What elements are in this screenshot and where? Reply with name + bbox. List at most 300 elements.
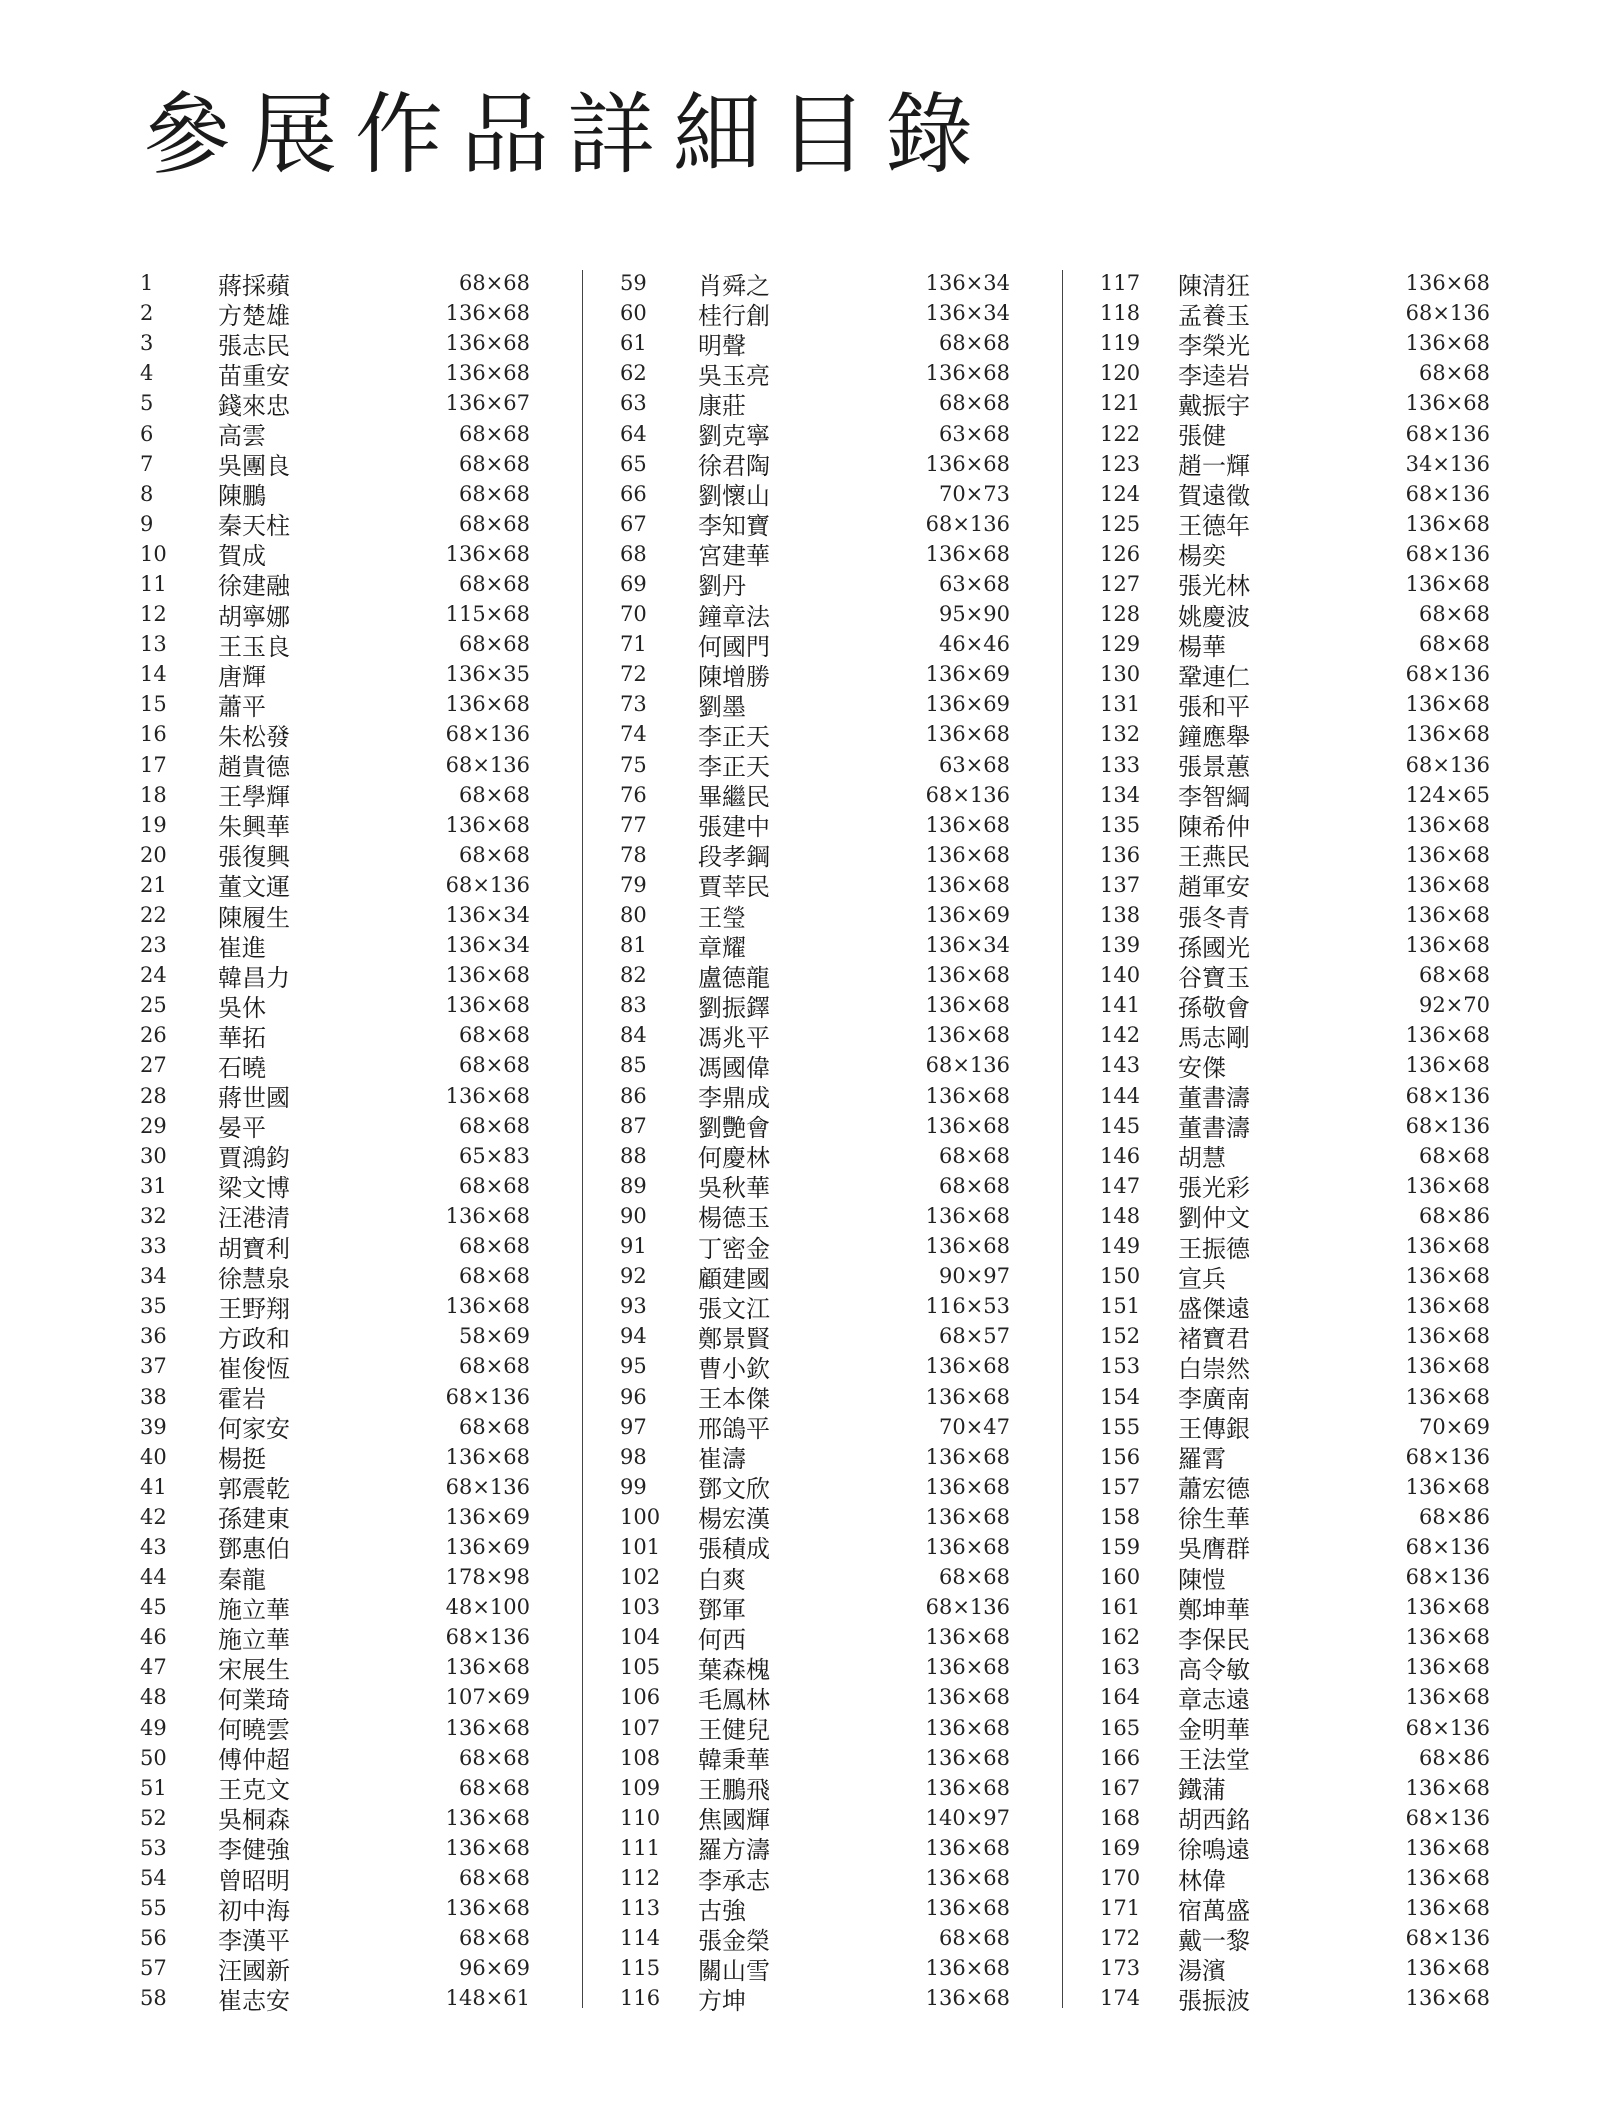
artwork-size: 68×136 (445, 722, 530, 747)
entry-number: 22 (140, 903, 167, 928)
column-divider (582, 270, 583, 2008)
entry-number: 166 (1100, 1745, 1141, 1770)
artwork-size: 136×68 (925, 1534, 1010, 1559)
artwork-size: 136×68 (1405, 1835, 1490, 1860)
artist-name: 明聲 (698, 331, 746, 360)
artwork-size: 68×136 (445, 1384, 530, 1409)
artist-name: 崔進 (218, 933, 266, 962)
artist-name: 李保民 (1178, 1625, 1250, 1654)
entry-number: 114 (620, 1926, 661, 1951)
artist-name: 楊德玉 (698, 1204, 770, 1233)
entry-number: 128 (1100, 602, 1141, 627)
catalog-entry (620, 1502, 1010, 1532)
artwork-size: 68×68 (458, 1926, 530, 1951)
artist-name: 古強 (698, 1896, 746, 1925)
catalog-entry (1100, 1201, 1490, 1231)
artist-name: 孫敬會 (1178, 993, 1250, 1022)
catalog-entry (140, 479, 530, 509)
artwork-size: 68×68 (458, 1414, 530, 1439)
catalog-entry (1100, 1020, 1490, 1050)
artwork-size: 68×136 (1405, 1715, 1490, 1740)
entry-number: 18 (140, 782, 167, 807)
artwork-size: 68×68 (938, 1565, 1010, 1590)
artist-name: 胡西銘 (1178, 1806, 1250, 1835)
entry-number: 8 (140, 481, 154, 506)
entry-number: 89 (620, 1173, 647, 1198)
catalog-entry (1100, 1351, 1490, 1381)
entry-number: 119 (1100, 331, 1141, 356)
artwork-size: 90×97 (938, 1264, 1010, 1289)
artwork-size: 68×68 (938, 1143, 1010, 1168)
catalog-entry (140, 780, 530, 810)
artwork-size: 136×68 (445, 1444, 530, 1469)
entry-number: 133 (1100, 752, 1141, 777)
artist-name: 王玉良 (218, 632, 290, 661)
artwork-size: 58×69 (458, 1324, 530, 1349)
catalog-entry (140, 900, 530, 930)
artwork-size: 136×68 (1405, 1956, 1490, 1981)
artwork-size: 136×68 (1405, 812, 1490, 837)
catalog-entry (140, 1773, 530, 1803)
entry-number: 124 (1100, 481, 1141, 506)
artist-name: 賀成 (218, 542, 266, 571)
entry-number: 170 (1100, 1866, 1141, 1891)
artist-name: 章耀 (698, 933, 746, 962)
entry-number: 174 (1100, 1986, 1141, 2011)
artwork-size: 136×68 (445, 1715, 530, 1740)
artwork-size: 68×86 (1418, 1203, 1490, 1228)
artwork-size: 136×68 (445, 1805, 530, 1830)
catalog-entry (140, 810, 530, 840)
catalog-entry (140, 1592, 530, 1622)
artwork-size: 68×136 (1405, 1113, 1490, 1138)
entry-number: 63 (620, 391, 647, 416)
entry-number: 129 (1100, 632, 1141, 657)
artist-name: 顧建國 (698, 1264, 770, 1293)
catalog-entry (140, 1291, 530, 1321)
artist-name: 蕭平 (218, 692, 266, 721)
catalog-entry (620, 1141, 1010, 1171)
entry-number: 106 (620, 1685, 661, 1710)
catalog-entry (620, 1020, 1010, 1050)
artwork-size: 136×68 (925, 1866, 1010, 1891)
entry-number: 94 (620, 1324, 647, 1349)
artist-name: 何西 (698, 1625, 746, 1654)
catalog-entry (140, 689, 530, 719)
entry-number: 36 (140, 1324, 167, 1349)
artist-name: 段孝鋼 (698, 843, 770, 872)
catalog-entry (620, 750, 1010, 780)
entry-number: 59 (620, 271, 647, 296)
catalog-entry (140, 328, 530, 358)
artist-name: 賈鴻鈞 (218, 1144, 290, 1173)
artist-name: 孫建東 (218, 1505, 290, 1534)
entry-number: 58 (140, 1986, 167, 2011)
entry-number: 152 (1100, 1324, 1141, 1349)
entry-number: 40 (140, 1444, 167, 1469)
artist-name: 鐘章法 (698, 602, 770, 631)
artist-name: 丁密金 (698, 1234, 770, 1263)
catalog-entry (140, 509, 530, 539)
artist-name: 盛傑遠 (1178, 1294, 1250, 1323)
artist-name: 秦龍 (218, 1565, 266, 1594)
artist-name: 徐君陶 (698, 452, 770, 481)
entry-number: 84 (620, 1023, 647, 1048)
artist-name: 張健 (1178, 422, 1226, 451)
catalog-entry (620, 1201, 1010, 1231)
artist-name: 劉丹 (698, 572, 746, 601)
artwork-size: 136×68 (445, 1294, 530, 1319)
artist-name: 張景蕙 (1178, 753, 1250, 782)
catalog-entry (1100, 1713, 1490, 1743)
catalog-entry (140, 1231, 530, 1261)
entry-number: 41 (140, 1474, 167, 1499)
artist-name: 施立華 (218, 1595, 290, 1624)
entry-number: 68 (620, 541, 647, 566)
artist-name: 張建中 (698, 813, 770, 842)
artwork-size: 136×68 (925, 1384, 1010, 1409)
artist-name: 張冬青 (1178, 903, 1250, 932)
catalog-entry (1100, 990, 1490, 1020)
artwork-size: 136×68 (1405, 1264, 1490, 1289)
column-divider (1062, 270, 1063, 2008)
artist-name: 石曉 (218, 1053, 266, 1082)
artwork-size: 136×68 (925, 842, 1010, 867)
artwork-size: 136×68 (1405, 271, 1490, 296)
artwork-size: 136×68 (925, 1113, 1010, 1138)
catalog-entry (620, 449, 1010, 479)
artist-name: 焦國輝 (698, 1806, 770, 1835)
catalog-entry (140, 1863, 530, 1893)
artist-name: 鐘應舉 (1178, 722, 1250, 751)
catalog-entry (1100, 1863, 1490, 1893)
catalog-entry (140, 930, 530, 960)
entry-number: 131 (1100, 692, 1141, 717)
artwork-size: 68×68 (458, 571, 530, 596)
artwork-size: 136×68 (1405, 1053, 1490, 1078)
artwork-size: 136×34 (925, 933, 1010, 958)
entry-number: 33 (140, 1234, 167, 1259)
catalog-entry (1100, 1081, 1490, 1111)
catalog-entry (1100, 930, 1490, 960)
artwork-size: 136×68 (925, 872, 1010, 897)
artwork-size: 136×68 (1405, 1866, 1490, 1891)
artist-name: 蔣世國 (218, 1084, 290, 1113)
artwork-size: 136×68 (1405, 692, 1490, 717)
artwork-size: 136×68 (1405, 391, 1490, 416)
artwork-size: 68×136 (1405, 301, 1490, 326)
catalog-entry (140, 1652, 530, 1682)
artwork-size: 68×136 (445, 752, 530, 777)
artwork-size: 136×68 (1405, 1294, 1490, 1319)
catalog-entry (620, 1682, 1010, 1712)
artwork-size: 136×68 (1405, 1234, 1490, 1259)
artist-name: 陳履生 (218, 903, 290, 932)
catalog-entry (620, 358, 1010, 388)
catalog-entry (620, 388, 1010, 418)
catalog-entry (1100, 1321, 1490, 1351)
artwork-size: 68×68 (1418, 632, 1490, 657)
entry-number: 159 (1100, 1534, 1141, 1559)
catalog-entry (1100, 599, 1490, 629)
catalog-entry (1100, 1773, 1490, 1803)
entry-number: 35 (140, 1294, 167, 1319)
entry-number: 2 (140, 301, 154, 326)
artwork-size: 95×90 (938, 602, 1010, 627)
artist-name: 何曉雲 (218, 1716, 290, 1745)
artwork-size: 68×68 (458, 1775, 530, 1800)
artist-name: 胡寧娜 (218, 602, 290, 631)
artwork-size: 136×68 (925, 1655, 1010, 1680)
artwork-size: 136×68 (1405, 511, 1490, 536)
entry-number: 142 (1100, 1023, 1141, 1048)
artwork-size: 136×68 (1405, 1173, 1490, 1198)
artwork-size: 136×68 (1405, 1986, 1490, 2011)
artist-name: 陳增勝 (698, 662, 770, 691)
artwork-size: 68×136 (1405, 662, 1490, 687)
artwork-size: 68×68 (458, 1745, 530, 1770)
entry-number: 74 (620, 722, 647, 747)
artwork-size: 136×68 (1405, 1474, 1490, 1499)
entry-number: 147 (1100, 1173, 1141, 1198)
entry-number: 168 (1100, 1805, 1141, 1830)
entry-number: 162 (1100, 1625, 1141, 1650)
entry-number: 47 (140, 1655, 167, 1680)
entry-number: 80 (620, 903, 647, 928)
artwork-size: 136×68 (1405, 1023, 1490, 1048)
entry-number: 126 (1100, 541, 1141, 566)
artwork-size: 136×68 (445, 301, 530, 326)
artwork-size: 68×136 (1405, 1534, 1490, 1559)
artwork-size: 136×68 (1405, 903, 1490, 928)
entry-number: 86 (620, 1083, 647, 1108)
artist-name: 畢繼民 (698, 783, 770, 812)
artist-name: 王克文 (218, 1776, 290, 1805)
artist-name: 王德年 (1178, 512, 1250, 541)
artist-name: 徐鳴遠 (1178, 1836, 1250, 1865)
catalog-entry (140, 418, 530, 451)
catalog-entry (140, 1201, 530, 1231)
catalog-entry (620, 1953, 1010, 1983)
artist-name: 谷寶玉 (1178, 963, 1250, 992)
artist-name: 章志遠 (1178, 1685, 1250, 1714)
catalog-entry (1100, 1472, 1490, 1502)
catalog-entry (1100, 1532, 1490, 1562)
artist-name: 王健兒 (698, 1716, 770, 1745)
entry-number: 167 (1100, 1775, 1141, 1800)
catalog-entry (620, 900, 1010, 930)
artist-name: 桂行創 (698, 301, 770, 330)
artwork-size: 68×68 (458, 842, 530, 867)
catalog-entry (1100, 1231, 1490, 1261)
artist-name: 鄭景賢 (698, 1324, 770, 1353)
artist-name: 馮國偉 (698, 1053, 770, 1082)
artwork-size: 136×68 (1405, 1685, 1490, 1710)
artist-name: 李正天 (698, 722, 770, 751)
artwork-size: 136×68 (925, 1896, 1010, 1921)
entry-number: 107 (620, 1715, 661, 1740)
entry-number: 169 (1100, 1835, 1141, 1860)
entry-number: 6 (140, 421, 154, 446)
artwork-size: 96×69 (458, 1956, 530, 1981)
catalog-entry (620, 1743, 1010, 1773)
artwork-size: 68×68 (458, 1264, 530, 1289)
catalog-entry (1100, 810, 1490, 840)
artwork-size: 68×68 (938, 1173, 1010, 1198)
artist-name: 劉克寧 (698, 422, 770, 451)
entry-number: 67 (620, 511, 647, 536)
artist-name: 劉振鐸 (698, 993, 770, 1022)
artwork-size: 68×136 (1405, 1565, 1490, 1590)
entry-number: 130 (1100, 662, 1141, 687)
artist-name: 張文江 (698, 1294, 770, 1323)
catalog-entry (1100, 298, 1490, 328)
catalog-entry (140, 358, 530, 388)
catalog-entry (620, 1050, 1010, 1080)
artwork-size: 136×68 (925, 1354, 1010, 1379)
artwork-size: 63×68 (938, 752, 1010, 777)
entry-number: 45 (140, 1595, 167, 1620)
artwork-size: 68×136 (925, 511, 1010, 536)
artwork-size: 136×68 (925, 451, 1010, 476)
catalog-entry (620, 1773, 1010, 1803)
catalog-entry (1100, 1803, 1490, 1833)
artwork-size: 34×136 (1405, 451, 1490, 476)
entry-number: 32 (140, 1203, 167, 1228)
artwork-size: 68×68 (458, 1023, 530, 1048)
artist-name: 王本傑 (698, 1385, 770, 1414)
artwork-size: 68×68 (458, 1113, 530, 1138)
entry-number: 161 (1100, 1595, 1141, 1620)
catalog-entry (620, 1381, 1010, 1414)
catalog-entry (1100, 1652, 1490, 1682)
artwork-size: 136×68 (445, 1203, 530, 1228)
entry-number: 149 (1100, 1234, 1141, 1259)
catalog-entry (1100, 1893, 1490, 1923)
entry-number: 171 (1100, 1896, 1141, 1921)
artwork-size: 136×68 (925, 1234, 1010, 1259)
entry-number: 77 (620, 812, 647, 837)
catalog-entry (140, 1893, 530, 1923)
entry-number: 55 (140, 1896, 167, 1921)
artwork-size: 68×68 (938, 391, 1010, 416)
artist-name: 苗重安 (218, 361, 290, 390)
artist-name: 朱松發 (218, 722, 290, 751)
entry-number: 122 (1100, 421, 1141, 446)
artist-name: 宿萬盛 (1178, 1896, 1250, 1925)
artist-name: 羅方濤 (698, 1836, 770, 1865)
catalog-entry (620, 1291, 1010, 1321)
entry-number: 104 (620, 1625, 661, 1650)
artwork-size: 68×86 (1418, 1745, 1490, 1770)
artist-name: 宋展生 (218, 1655, 290, 1684)
catalog-entry (140, 298, 530, 328)
artwork-size: 68×136 (1405, 1926, 1490, 1951)
artist-name: 趙貴德 (218, 753, 290, 782)
artwork-size: 136×68 (925, 963, 1010, 988)
artwork-size: 136×68 (1405, 1655, 1490, 1680)
entry-number: 46 (140, 1625, 167, 1650)
artwork-size: 136×68 (1405, 1384, 1490, 1409)
artist-name: 王鵬飛 (698, 1776, 770, 1805)
entry-number: 137 (1100, 872, 1141, 897)
catalog-entry (1100, 960, 1490, 990)
entry-number: 64 (620, 421, 647, 446)
artwork-size: 68×68 (1418, 361, 1490, 386)
catalog-entry (620, 870, 1010, 900)
artist-name: 錢來忠 (218, 391, 290, 420)
artwork-size: 68×136 (445, 1625, 530, 1650)
catalog-column-1 (140, 268, 530, 2013)
artist-name: 賈莘民 (698, 873, 770, 902)
artist-name: 張復興 (218, 843, 290, 872)
artist-name: 馮兆平 (698, 1023, 770, 1052)
entry-number: 138 (1100, 903, 1141, 928)
artist-name: 陳愷 (1178, 1565, 1226, 1594)
catalog-entry (140, 539, 530, 569)
entry-number: 145 (1100, 1113, 1141, 1138)
artwork-size: 63×68 (938, 421, 1010, 446)
entry-number: 93 (620, 1294, 647, 1319)
artist-name: 趙軍安 (1178, 873, 1250, 902)
entry-number: 13 (140, 632, 167, 657)
catalog-entry (620, 1261, 1010, 1291)
catalog-entry (140, 599, 530, 629)
artwork-size: 68×68 (458, 1234, 530, 1259)
artwork-size: 46×46 (938, 632, 1010, 657)
entry-number: 103 (620, 1595, 661, 1620)
artist-name: 董書濤 (1178, 1084, 1250, 1113)
artwork-size: 136×68 (925, 1986, 1010, 2011)
entry-number: 172 (1100, 1926, 1141, 1951)
artist-name: 崔俊恆 (218, 1354, 290, 1383)
entry-number: 30 (140, 1143, 167, 1168)
artwork-size: 136×68 (925, 722, 1010, 747)
artwork-size: 136×68 (1405, 1354, 1490, 1379)
entry-number: 20 (140, 842, 167, 867)
artist-name: 初中海 (218, 1896, 290, 1925)
artwork-size: 136×68 (925, 1745, 1010, 1770)
catalog-entry (620, 1532, 1010, 1562)
entry-number: 50 (140, 1745, 167, 1770)
artwork-size: 68×68 (458, 1866, 530, 1891)
artist-name: 施立華 (218, 1625, 290, 1654)
catalog-entry (620, 930, 1010, 960)
catalog-entry (1100, 1291, 1490, 1321)
artist-name: 陳清狂 (1178, 271, 1250, 300)
artist-name: 湯濱 (1178, 1956, 1226, 1985)
artist-name: 傅仲超 (218, 1746, 290, 1775)
catalog-entry (140, 1983, 530, 2013)
entry-number: 70 (620, 602, 647, 627)
catalog-entry (1100, 719, 1490, 749)
artist-name: 蕭宏德 (1178, 1475, 1250, 1504)
artist-name: 王燕民 (1178, 843, 1250, 872)
catalog-entry (1100, 1412, 1490, 1442)
catalog-entry (620, 569, 1010, 599)
artist-name: 李健強 (218, 1836, 290, 1865)
artwork-size: 136×68 (925, 1474, 1010, 1499)
entry-number: 156 (1100, 1444, 1141, 1469)
artist-name: 張金榮 (698, 1926, 770, 1955)
page-title: 參展作品詳細目錄 (143, 83, 992, 186)
entry-number: 83 (620, 993, 647, 1018)
artist-name: 戴一黎 (1178, 1926, 1250, 1955)
catalog-entry (140, 750, 530, 780)
catalog-entry (140, 1412, 530, 1442)
artwork-size: 70×69 (1418, 1414, 1490, 1439)
artwork-size: 68×136 (1405, 481, 1490, 506)
